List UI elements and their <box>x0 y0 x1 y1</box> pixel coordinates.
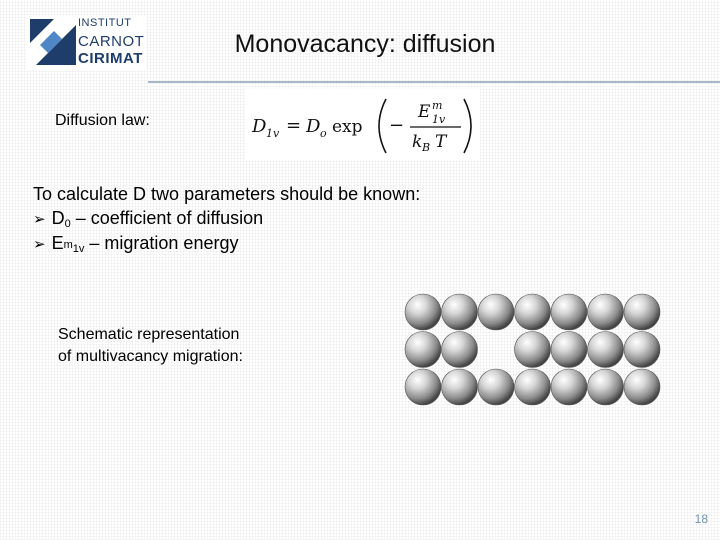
logo-text-line-3: CIRIMAT <box>78 50 143 67</box>
formula-minus: − <box>389 115 405 136</box>
logo-mark-icon <box>30 19 76 65</box>
slide-title: Monovacancy: diffusion <box>234 30 496 58</box>
arrow-bullet-icon: ➢ <box>33 211 46 228</box>
formula-graphic <box>246 89 480 160</box>
lattice-atom <box>624 294 660 330</box>
schematic-caption-line-1: Schematic representation <box>58 326 240 343</box>
lattice-atom <box>478 369 514 405</box>
multivacancy-lattice-diagram <box>400 290 665 415</box>
lattice-atom <box>588 294 624 330</box>
bullet1-sub: 0 <box>64 218 71 230</box>
lattice-atom <box>442 294 478 330</box>
lattice-atom <box>478 294 514 330</box>
bullet2-text: – migration energy <box>84 233 239 253</box>
lattice-atom <box>405 369 441 405</box>
formula-den-k: k <box>412 132 423 152</box>
lattice-atom <box>588 332 624 368</box>
lattice-atom <box>588 369 624 405</box>
lattice-atom <box>515 369 551 405</box>
formula-num: E <box>418 102 431 122</box>
formula-coef: D <box>306 116 321 137</box>
formula-equals: = <box>286 115 302 136</box>
lattice-atom <box>624 369 660 405</box>
lattice-atom <box>551 369 587 405</box>
bullet1-text: – coefficient of diffusion <box>70 208 264 228</box>
logo-text-line-2: CARNOT <box>78 33 145 50</box>
formula-num-sup: m <box>432 99 443 112</box>
schematic-caption-line-2: of multivacancy migration: <box>58 348 243 365</box>
bullet2-symbol: E <box>51 233 64 253</box>
lattice-atom <box>405 332 441 368</box>
arrow-bullet-icon: ➢ <box>33 236 46 253</box>
lattice-atom <box>624 332 660 368</box>
bullet-migration-energy <box>33 233 238 255</box>
lattice-atom <box>551 294 587 330</box>
lattice-atom <box>442 369 478 405</box>
formula-lhs: D <box>252 116 267 137</box>
formula-lhs-sub: 1v <box>266 127 280 140</box>
formula-den-t: T <box>435 132 447 152</box>
institut-carnot-logo <box>26 15 146 70</box>
intro-text: To calculate D two parameters should be known: <box>33 184 421 204</box>
formula-exp: exp <box>332 117 363 137</box>
bullet2-sub: 1v <box>72 243 85 255</box>
bullet-diffusion-coefficient <box>33 208 263 230</box>
diffusion-law-label: Diffusion law: <box>55 112 150 129</box>
bullet2-sup: m <box>63 239 73 251</box>
page-number: 18 <box>694 512 708 526</box>
bullet1-symbol: D <box>51 208 65 228</box>
diffusion-formula <box>246 89 480 160</box>
lattice-atom <box>515 332 551 368</box>
title-underline-rule <box>148 81 720 83</box>
lattice-atom <box>405 294 441 330</box>
logo-text-line-1: INSTITUT <box>78 17 132 29</box>
lattice-atom <box>515 294 551 330</box>
formula-coef-sub: o <box>320 127 327 140</box>
lattice-atom <box>551 332 587 368</box>
formula-den-k-sub: B <box>422 141 431 154</box>
formula-num-sub: 1v <box>432 113 446 126</box>
lattice-atom <box>442 332 478 368</box>
